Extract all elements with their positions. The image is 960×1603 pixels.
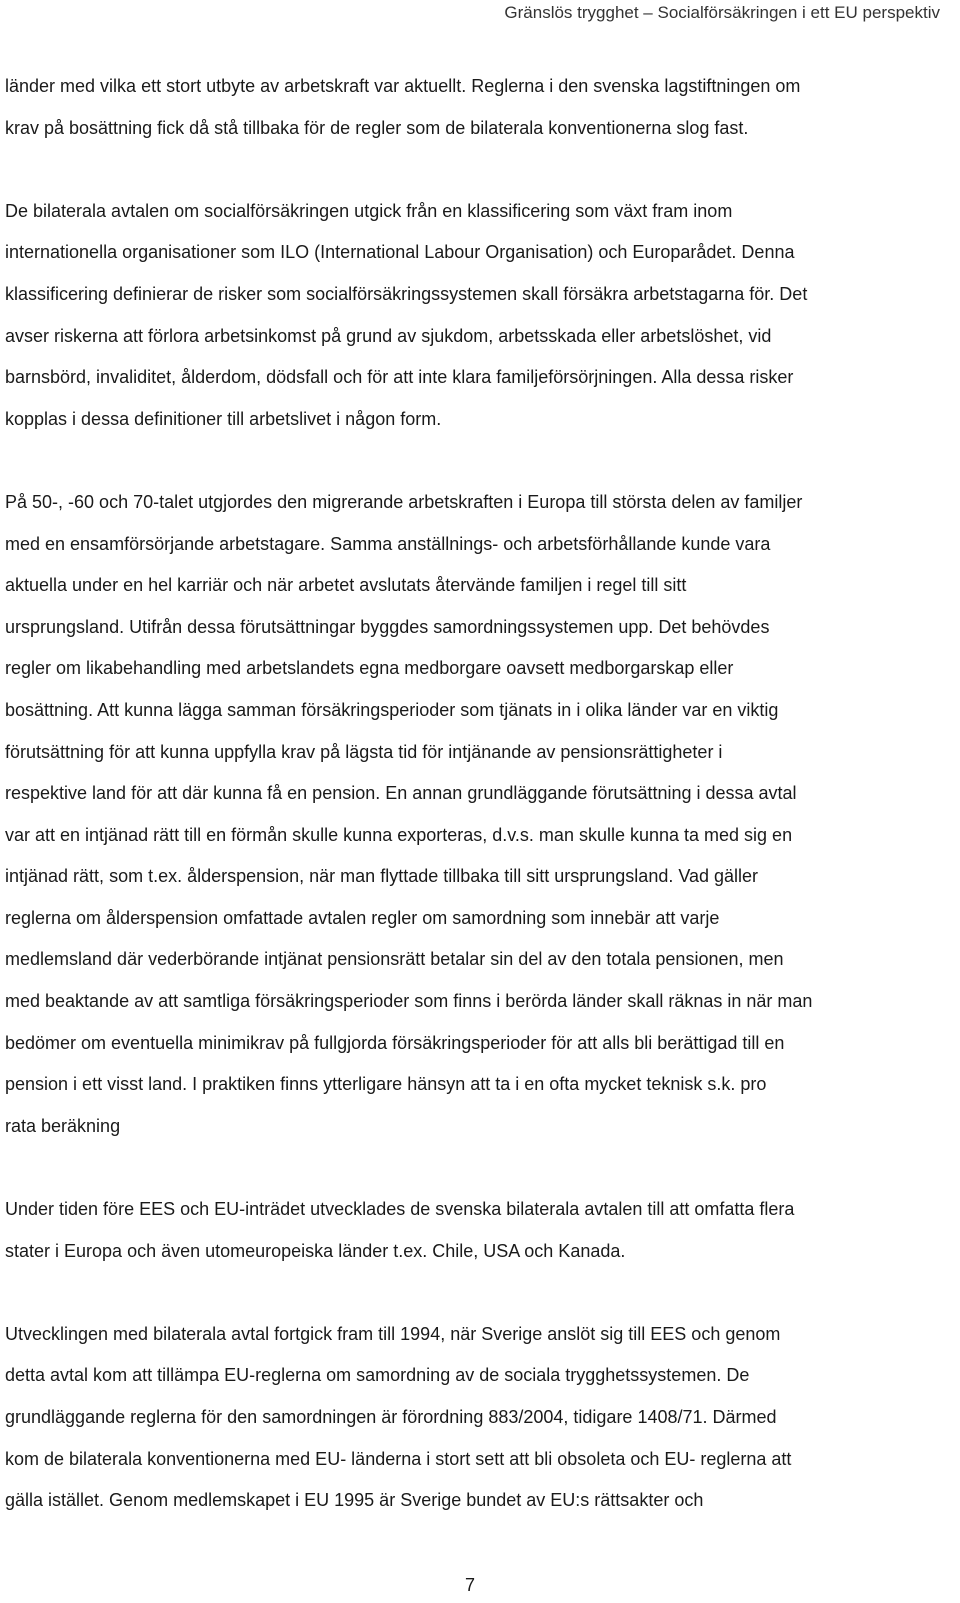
text-line: rata beräkning	[5, 1115, 121, 1136]
text-line: regler om likabehandling med arbetslandets egna medborgare oavsett medborgarskap eller	[5, 658, 734, 679]
text-line: Utvecklingen med bilaterala avtal fortgick fram till 1994, när Sverige anslöt sig till EES och genom	[5, 1323, 781, 1344]
text-line: bosättning. Att kunna lägga samman försäkringsperioder som tjänats in i olika länder var en viktig	[5, 699, 779, 720]
text-line: pension i ett visst land. I praktiken finns ytterligare hänsyn att ta i en ofta mycket teknisk s.k. pro	[5, 1074, 767, 1095]
text-line: detta avtal kom att tillämpa EU-reglerna om samordning av de sociala trygghetssystemen. De	[5, 1365, 750, 1386]
text-line: ursprungsland. Utifrån dessa förutsättningar byggdes samordningssystemen upp. Det behövdes	[5, 616, 770, 637]
text-line: intjänad rätt, som t.ex. ålderspension, när man flyttade tillbaka till sitt ursprungsland. Vad gäller	[5, 866, 759, 887]
text-line: internationella organisationer som ILO (International Labour Organisation) och Europarådet. Denna	[5, 242, 795, 263]
text-line: bedömer om eventuella minimikrav på fullgjorda försäkringsperioder för att alls bli berättigad till en	[5, 1032, 785, 1053]
text-line: medlemsland där vederbörande intjänat pensionsrätt betalar sin del av den totala pensionen, men	[5, 949, 784, 970]
text-line: förutsättning för att kunna uppfylla krav på lägsta tid för intjänande av pensionsrättigheter i	[5, 741, 723, 762]
text-line: med beaktande av att samtliga försäkringsperioder som finns i berörda länder skall räknas in när man	[5, 991, 813, 1012]
text-line: avser riskerna att förlora arbetsinkomst på grund av sjukdom, arbetsskada eller arbetslöshet, vid	[5, 325, 772, 346]
text-line: respektive land för att där kunna få en pension. En annan grundläggande förutsättning i dessa avtal	[5, 783, 797, 804]
text-line: kopplas i dessa definitioner till arbetslivet i någon form.	[5, 408, 442, 429]
document-body	[5, 66, 945, 1522]
text-line: reglerna om ålderspension omfattade avtalen regler om samordning som innebär att varje	[5, 907, 720, 928]
paragraph-spacer	[5, 149, 945, 191]
text-line: barnsbörd, invaliditet, ålderdom, dödsfall och för att inte klara familjeförsörjningen. Alla dessa risker	[5, 367, 794, 388]
text-line: gälla istället. Genom medlemskapet i EU 1995 är Sverige bundet av EU:s rättsakter och	[5, 1490, 704, 1511]
paragraph-4	[5, 1189, 945, 1272]
paragraph-1	[5, 66, 945, 149]
paragraph-spacer	[5, 1272, 945, 1314]
text-line: grundläggande reglerna för den samordningen är förordning 883/2004, tidigare 1408/71. Därmed	[5, 1407, 777, 1427]
paragraph-spacer	[5, 440, 945, 482]
page-header	[0, 0, 960, 30]
paragraph-5	[5, 1314, 945, 1522]
text-line: klassificering definierar de risker som socialförsäkringssystemen skall försäkra arbetstagarna för. Det	[5, 283, 808, 304]
text-line: stater i Europa och även utomeuropeiska länder t.ex. Chile, USA och Kanada.	[5, 1240, 626, 1261]
text-line: På 50-, -60 och 70-talet utgjordes den migrerande arbetskraften i Europa till största delen av familjer	[5, 491, 803, 512]
text-line: De bilaterala avtalen om socialförsäkringen utgick från en klassificering som växt fram inom	[5, 200, 733, 221]
paragraph-3	[5, 482, 945, 1148]
text-line: kom de bilaterala konventionerna med EU- länderna i stort sett att bli obsoleta och EU- reglerna att	[5, 1448, 792, 1469]
paragraph-2	[5, 191, 945, 441]
text-line: var att en intjänad rätt till en förmån skulle kunna exporteras, d.v.s. man skulle kunna ta med sig en	[5, 824, 793, 845]
text-line: aktuella under en hel karriär och när arbetet avslutats återvände familjen i regel till sitt	[5, 575, 687, 596]
text-line: länder med vilka ett stort utbyte av arbetskraft var aktuellt. Reglerna i den svenska lagstiftningen om	[5, 76, 801, 96]
paragraph-spacer	[5, 1147, 945, 1189]
text-line: krav på bosättning fick då stå tillbaka för de regler som de bilaterala konventionerna slog fast.	[5, 117, 749, 138]
text-line: Under tiden före EES och EU-inträdet utvecklades de svenska bilaterala avtalen till att omfatta flera	[5, 1199, 795, 1220]
text-line: med en ensamförsörjande arbetstagare. Samma anställnings- och arbetsförhållande kunde vara	[5, 533, 771, 554]
running-header-title: Gränslös trygghet – Socialförsäkringen i ett EU perspektiv	[504, 3, 940, 22]
page-number: 7	[464, 1575, 475, 1595]
